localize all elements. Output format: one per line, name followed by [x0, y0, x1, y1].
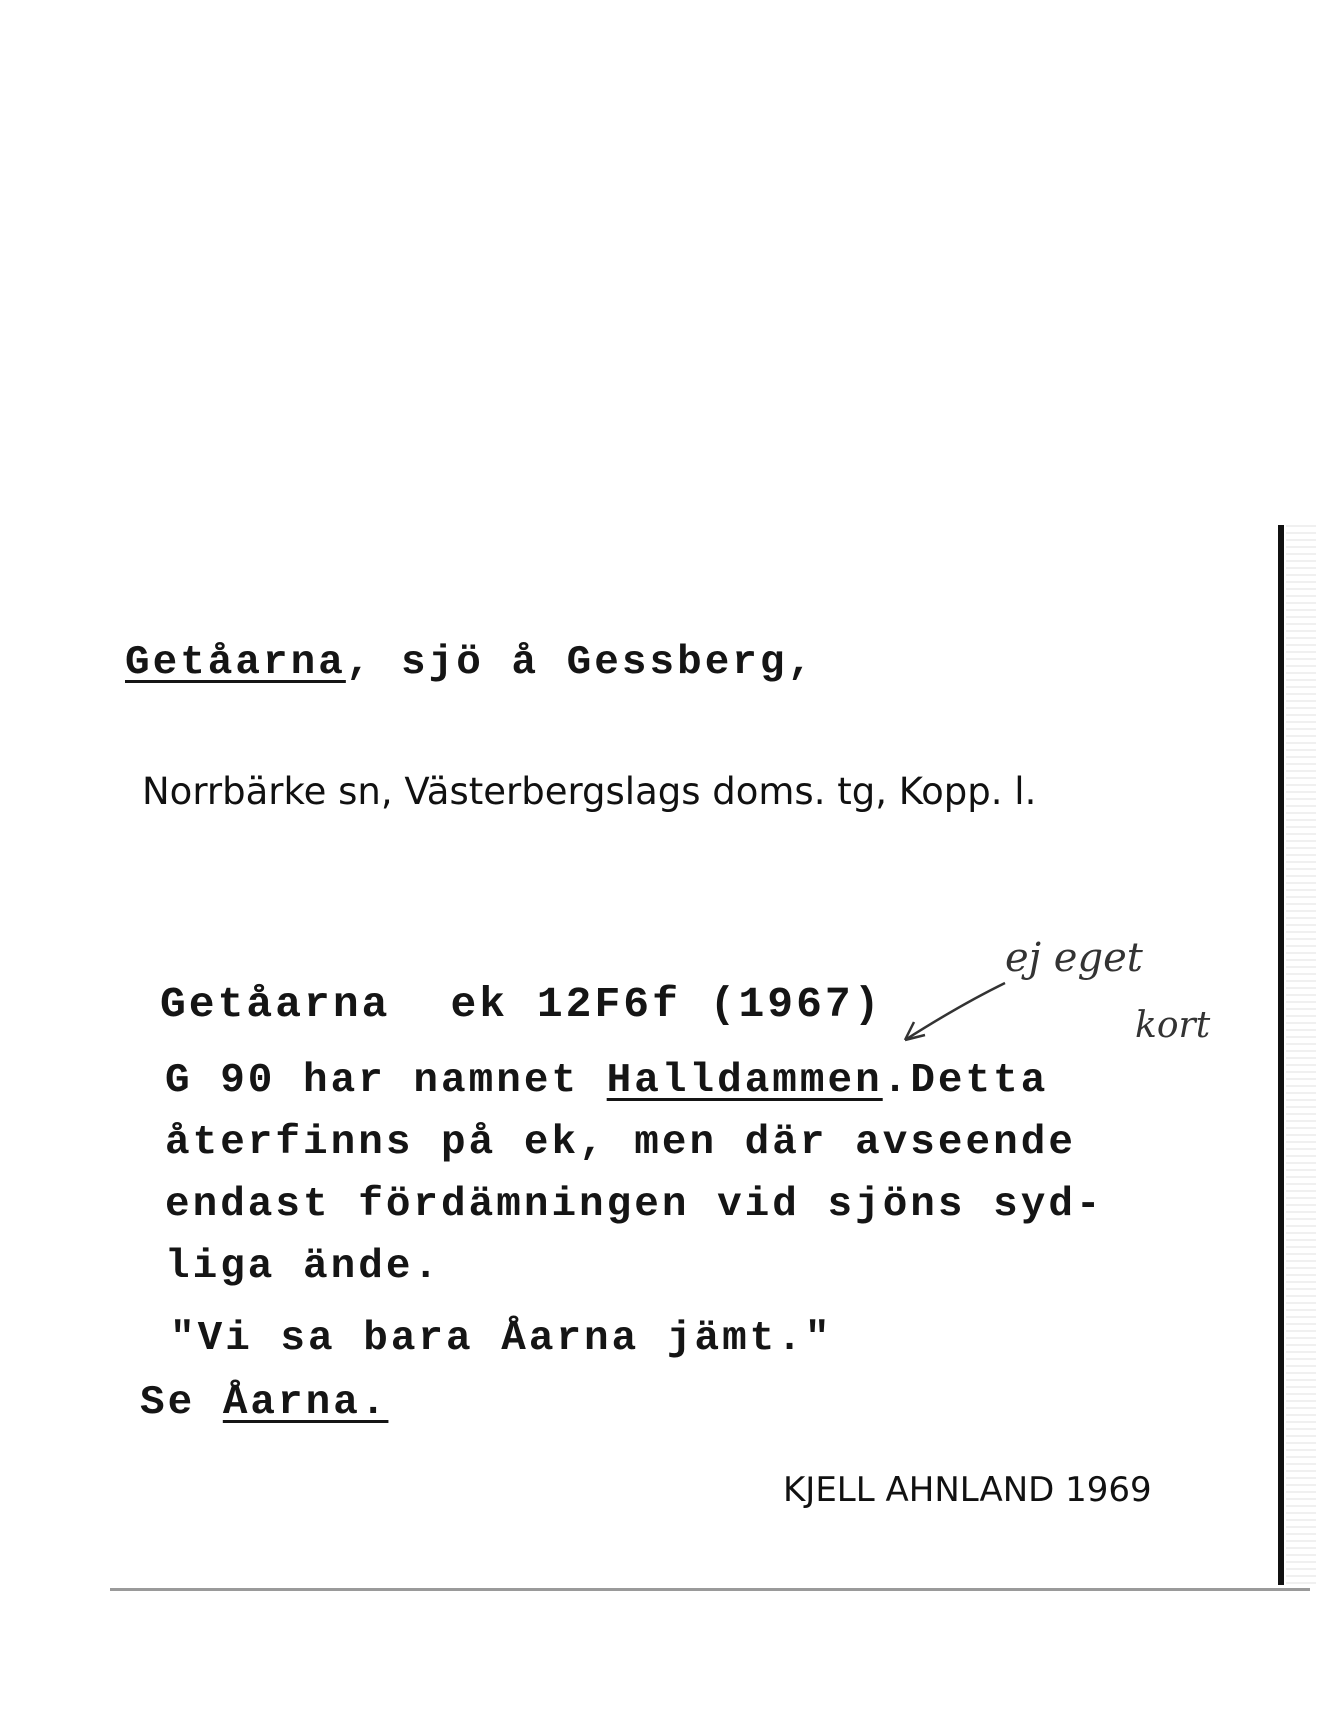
body-line-3: endast fördämningen vid sjöns syd-: [165, 1182, 1104, 1228]
card-edge-shadow: [1286, 525, 1316, 1585]
body-line-2: återfinns på ek, men där avseende: [165, 1120, 1076, 1166]
card-right-edge: [1278, 525, 1284, 1585]
body-line-1-post: .Detta: [882, 1058, 1049, 1104]
handnote-line2: kort: [1135, 1005, 1211, 1046]
halldammen-name: Halldammen: [606, 1058, 883, 1104]
title-word: Getåarna: [125, 640, 346, 686]
see-prefix: Se: [140, 1380, 223, 1426]
map-ref-name: Getåarna: [160, 980, 391, 1029]
card-title: [125, 640, 815, 686]
map-reference: [160, 980, 883, 1029]
body-line-1: [165, 1058, 1048, 1104]
card-bottom-edge: [110, 1588, 1310, 1591]
body-line-4: liga ände.: [165, 1244, 442, 1290]
title-rest: , sjö å Gessberg,: [345, 640, 816, 686]
handnote-line1: ej eget: [1005, 935, 1143, 981]
handwritten-arrow: [890, 975, 1010, 1055]
quote-line: "Vi sa bara Åarna jämt.": [170, 1316, 833, 1362]
see-target: Åarna.: [222, 1380, 389, 1426]
map-ref-code: ek 12F6f (1967): [450, 980, 883, 1029]
see-reference: [140, 1380, 388, 1426]
location-line: Norrbärke sn, Västerbergslags doms. tg, Kopp. l.: [142, 770, 1037, 813]
body-line-1-pre: G 90 har namnet: [165, 1058, 607, 1104]
signature: KJELL AHNLAND 1969: [783, 1470, 1152, 1510]
